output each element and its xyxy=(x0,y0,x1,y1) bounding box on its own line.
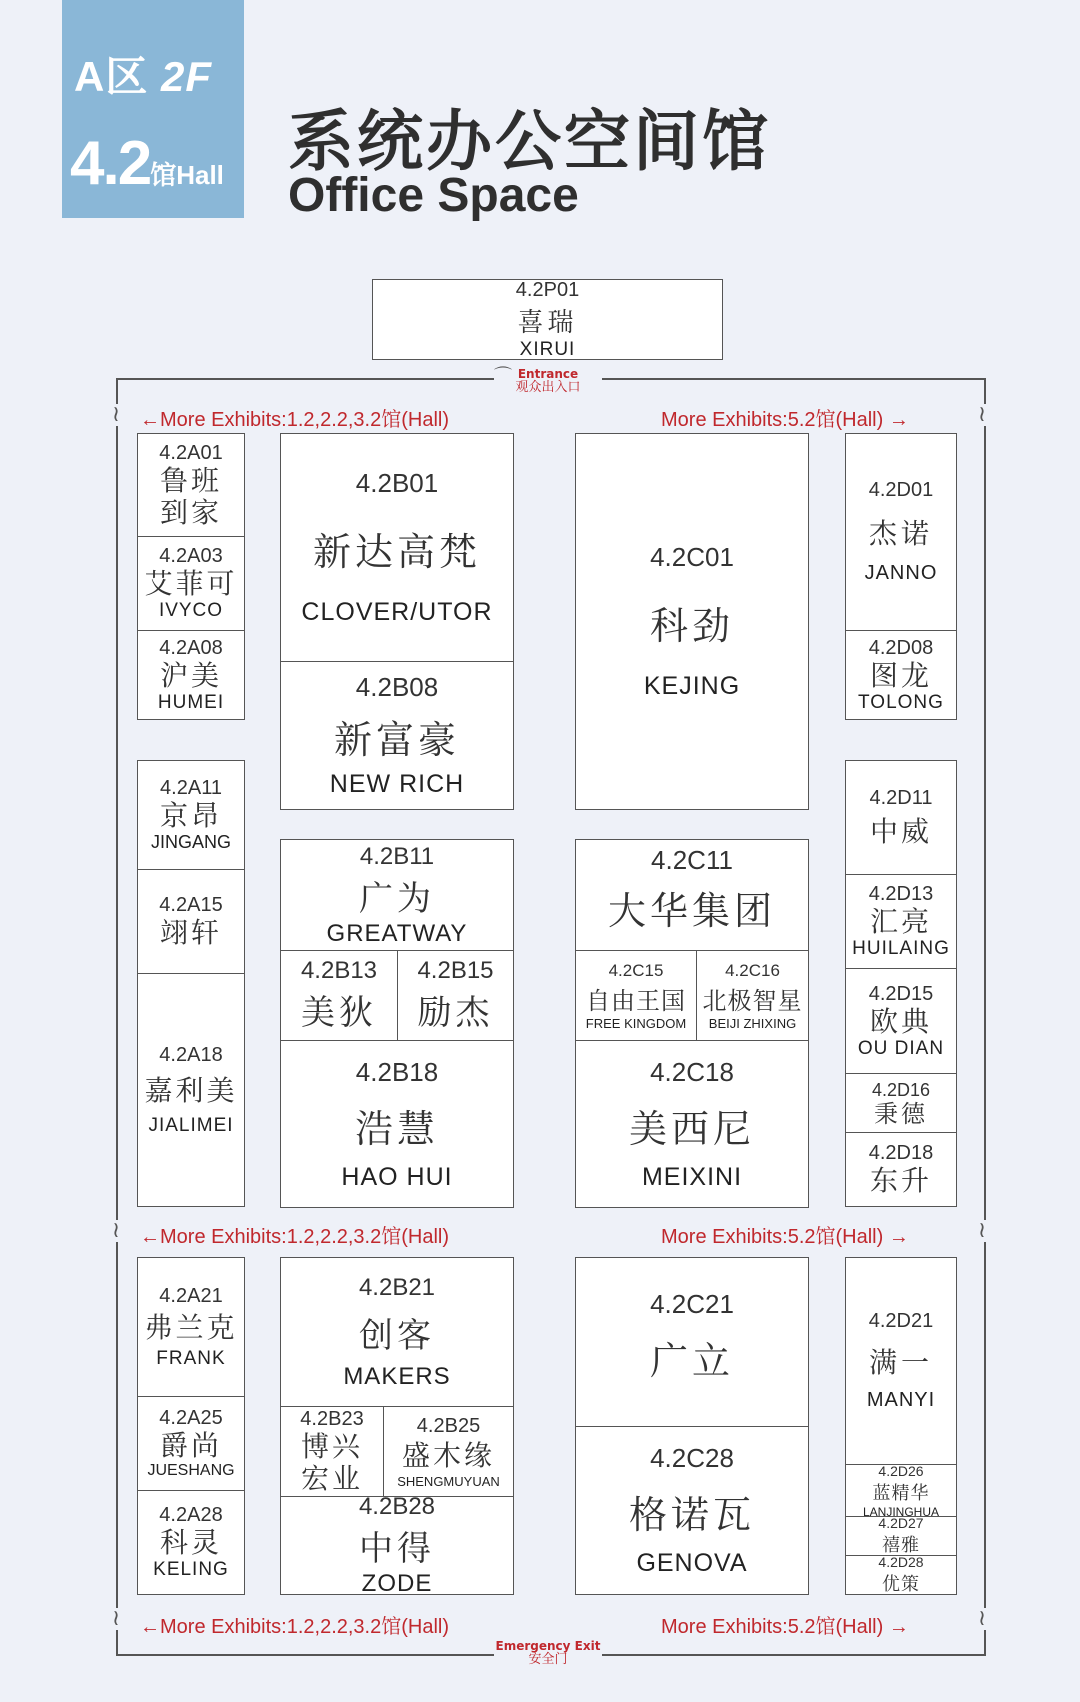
booth-name-cn: 自由王国 xyxy=(586,986,686,1015)
booth-name-en: TOLONG xyxy=(858,691,944,713)
booth-code: 4.2B08 xyxy=(355,672,439,702)
booth-4-2c16[interactable] xyxy=(696,950,809,1041)
wall-break-icon: ≀ xyxy=(108,1220,124,1242)
booth-name-en: FREE KINGDOM xyxy=(585,1015,687,1031)
page-title-cn: 系统办公空间馆 xyxy=(288,103,771,180)
booth-name-cn: 广为 xyxy=(359,878,435,919)
entrance-label-cn: 观众出入口 xyxy=(515,380,581,395)
booth-code: 4.2D27 xyxy=(878,1516,924,1531)
more-exhibits-left[interactable]: ←More Exhibits:1.2,2.2,3.2馆(Hall) xyxy=(140,409,450,431)
booth-code: 4.2A25 xyxy=(159,1407,223,1429)
page-title-en: Office Space xyxy=(288,169,579,222)
booth-name-en: MAKERS xyxy=(343,1362,451,1390)
booth-name-cn: 嘉利美 xyxy=(144,1073,238,1107)
booth-name-cn: 大华集团 xyxy=(607,889,776,933)
booth-code: 4.2B13 xyxy=(300,957,378,984)
booth-name-en: IVYCO xyxy=(158,600,224,621)
booth-code: 4.2P01 xyxy=(515,279,580,301)
booth-name-en: ZODE xyxy=(361,1570,433,1595)
booth-name-cn: 秉德 xyxy=(874,1099,928,1128)
booth-code: 4.2A01 xyxy=(159,441,223,464)
booth-code: 4.2D01 xyxy=(868,479,934,501)
booth-4-2d21[interactable] xyxy=(845,1257,957,1465)
booth-4-2a01[interactable] xyxy=(137,433,245,537)
booth-name-en: BEIJI ZHIXING xyxy=(708,1015,797,1031)
booth-name-cn: 美西尼 xyxy=(628,1106,755,1151)
booth-name-cn: 图龙 xyxy=(869,658,932,692)
booth-4-2b11[interactable] xyxy=(280,839,514,951)
booth-name-cn: 禧雅 xyxy=(882,1535,920,1556)
booth-name-en: JINGANG xyxy=(150,832,231,852)
booth-name-cn: 满一 xyxy=(868,1346,933,1379)
booth-name-cn: 科劲 xyxy=(649,604,734,648)
booth-name-en: JUESHANG xyxy=(147,1462,235,1479)
booth-4-2a21[interactable] xyxy=(137,1257,245,1397)
booth-name-en: MANYI xyxy=(866,1389,936,1411)
booth-4-2p01[interactable] xyxy=(372,279,723,360)
booth-name-cn: 杰诺 xyxy=(868,517,933,550)
door-bracket-icon: ⌒ xyxy=(494,366,512,387)
booth-code: 4.2B25 xyxy=(416,1414,481,1437)
booth-4-2d13[interactable] xyxy=(845,874,957,969)
wall-break-icon: ≀ xyxy=(108,1608,124,1630)
booth-code: 4.2B21 xyxy=(358,1273,436,1301)
booth-name-en: GREATWAY xyxy=(326,919,468,947)
booth-code: 4.2B15 xyxy=(417,957,494,984)
booth-name-en: LANJINGHUA xyxy=(862,1504,939,1517)
booth-code: 4.2D26 xyxy=(878,1464,924,1479)
booth-4-2b25[interactable] xyxy=(383,1406,514,1497)
booth-name-en: CLOVER/UTOR xyxy=(301,598,493,626)
booth-name-cn: 汇亮 xyxy=(869,905,932,938)
booth-code: 4.2C21 xyxy=(650,1289,734,1319)
booth-code: 4.2A15 xyxy=(159,894,223,916)
booth-code: 4.2A03 xyxy=(159,545,223,567)
booth-code: 4.2A28 xyxy=(159,1504,223,1526)
booth-code: 4.2A18 xyxy=(159,1043,223,1066)
booth-name-cn: 博兴 xyxy=(300,1430,363,1463)
booth-code: 4.2B28 xyxy=(358,1496,436,1520)
booth-4-2d26[interactable] xyxy=(845,1464,957,1517)
booth-4-2c11[interactable] xyxy=(575,839,809,951)
booth-4-2b01[interactable] xyxy=(280,433,514,662)
zone-label: A区 2F xyxy=(74,53,213,100)
booth-name-cn: 北极智星 xyxy=(702,986,803,1015)
booth-code: 4.2D13 xyxy=(868,883,934,905)
booth-4-2a18[interactable] xyxy=(137,973,245,1207)
booth-4-2b28[interactable] xyxy=(280,1496,514,1595)
booth-code: 4.2B18 xyxy=(355,1056,439,1087)
booth-name-en: HAO HUI xyxy=(341,1162,453,1191)
entrance-label-en: Entrance xyxy=(517,367,579,381)
booth-name-cn: 浩慧 xyxy=(354,1106,439,1151)
booth-4-2a15[interactable] xyxy=(137,869,245,974)
booth-name-cn: 弗兰克 xyxy=(144,1310,238,1344)
booth-name-cn: 美狄 xyxy=(301,993,377,1033)
booth-name-cn: 爵尚 xyxy=(159,1429,222,1462)
booth-name-en: XIRUI xyxy=(519,338,576,360)
more-exhibits-left[interactable]: ←More Exhibits:1.2,2.2,3.2馆(Hall) xyxy=(140,1616,450,1638)
booth-4-2c01[interactable] xyxy=(575,433,809,810)
more-exhibits-right[interactable]: More Exhibits:5.2馆(Hall) → xyxy=(661,1616,909,1638)
booth-name-en: HUMEI xyxy=(157,691,225,713)
booth-name-en: SHENGMUYUAN xyxy=(397,1473,500,1489)
booth-4-2d27[interactable] xyxy=(845,1516,957,1556)
booth-name-cn: 创客 xyxy=(359,1315,435,1356)
booth-name-cn: 新富豪 xyxy=(333,718,460,762)
booth-name-cn: 科灵 xyxy=(159,1526,222,1559)
booth-code: 4.2B23 xyxy=(300,1408,364,1430)
booth-name-cn: 艾菲可 xyxy=(144,567,238,600)
booth-4-2c21[interactable] xyxy=(575,1257,809,1427)
booth-4-2c15[interactable] xyxy=(575,950,697,1041)
booth-code: 4.2D21 xyxy=(868,1310,934,1332)
wall-break-icon: ≀ xyxy=(974,1220,990,1242)
booth-4-2d18[interactable] xyxy=(845,1132,957,1207)
booth-name-en: JIALIMEI xyxy=(148,1114,234,1136)
booth-4-2d15[interactable] xyxy=(845,968,957,1074)
booth-name-cn: 京昂 xyxy=(159,799,222,832)
wall-break-icon: ≀ xyxy=(974,404,990,426)
booth-code: 4.2A21 xyxy=(159,1284,223,1307)
booth-4-2a03[interactable] xyxy=(137,536,245,631)
booth-name-cn: 喜瑞 xyxy=(517,307,578,338)
booth-4-2b23[interactable] xyxy=(280,1406,384,1497)
booth-name-en: GENOVA xyxy=(636,1549,748,1577)
booth-name-cn: 翊轩 xyxy=(159,916,222,949)
booth-4-2d28[interactable] xyxy=(845,1555,957,1595)
booth-4-2a08[interactable] xyxy=(137,630,245,720)
booth-4-2b15[interactable] xyxy=(397,950,514,1041)
booth-4-2d08[interactable] xyxy=(845,630,957,720)
emergency-exit[interactable] xyxy=(494,1639,602,1667)
booth-name-en: KELING xyxy=(153,1559,229,1580)
booth-name-en: NEW RICH xyxy=(329,770,465,798)
booth-name-cn: 中威 xyxy=(869,815,932,848)
booth-name-cn: 新达高梵 xyxy=(312,530,481,574)
booth-4-2d11[interactable] xyxy=(845,760,957,875)
wall-break-icon: ≀ xyxy=(108,404,124,426)
booth-name-en: KEJING xyxy=(643,672,741,700)
booth-name-cn: 沪美 xyxy=(159,658,222,692)
booth-code: 4.2D11 xyxy=(869,787,933,809)
booth-name-cn: 励杰 xyxy=(417,993,494,1033)
booth-code: 4.2B01 xyxy=(355,468,439,498)
hall-number: 4.2馆Hall xyxy=(70,129,224,198)
booth-name-cn: 盛木缘 xyxy=(401,1438,495,1472)
more-exhibits-right[interactable]: More Exhibits:5.2馆(Hall) → xyxy=(661,409,909,431)
booth-code: 4.2C15 xyxy=(608,960,664,980)
booth-name-cn: 中得 xyxy=(359,1529,435,1569)
booth-name-cn: 优策 xyxy=(882,1574,920,1595)
booth-4-2a28[interactable] xyxy=(137,1490,245,1595)
exit-label-cn: 安全门 xyxy=(528,1652,568,1667)
booth-4-2c28[interactable] xyxy=(575,1426,809,1595)
booth-code: 4.2D28 xyxy=(878,1555,924,1570)
booth-4-2a25[interactable] xyxy=(137,1396,245,1491)
more-exhibits-right[interactable]: More Exhibits:5.2馆(Hall) → xyxy=(661,1226,909,1248)
booth-code: 4.2D08 xyxy=(868,636,934,659)
booth-code: 4.2C28 xyxy=(650,1443,734,1473)
booth-code: 4.2C11 xyxy=(651,845,733,875)
booth-code: 4.2C18 xyxy=(650,1056,734,1087)
booth-name-en: MEIXINI xyxy=(641,1162,743,1191)
booth-name-cn: 宏业 xyxy=(300,1462,363,1495)
booth-name-cn: 东升 xyxy=(869,1164,932,1197)
exit-label-en: Emergency Exit xyxy=(495,1639,601,1653)
more-exhibits-left[interactable]: ←More Exhibits:1.2,2.2,3.2馆(Hall) xyxy=(140,1226,450,1248)
booth-name-en: JANNO xyxy=(864,562,938,584)
booth-name-en: OU DIAN xyxy=(857,1037,945,1059)
booth-code: 4.2D15 xyxy=(868,982,934,1005)
booth-4-2a11[interactable] xyxy=(137,760,245,870)
booth-name-cn: 欧典 xyxy=(869,1004,932,1038)
booth-name-cn: 格诺瓦 xyxy=(628,1493,755,1537)
wall-break-icon: ≀ xyxy=(974,1608,990,1630)
booth-name-cn: 广立 xyxy=(649,1339,734,1383)
booth-name-cn: 蓝精华 xyxy=(872,1482,930,1504)
booth-4-2d01[interactable] xyxy=(845,433,957,631)
hall-badge xyxy=(62,0,244,218)
booth-4-2d16[interactable] xyxy=(845,1073,957,1133)
booth-code: 4.2D16 xyxy=(871,1079,931,1100)
booth-name-cn: 鲁班 xyxy=(159,463,222,497)
booth-code: 4.2C01 xyxy=(650,542,734,572)
booth-4-2c18[interactable] xyxy=(575,1040,809,1208)
booth-code: 4.2D18 xyxy=(868,1142,934,1164)
booth-code: 4.2A11 xyxy=(160,777,222,799)
booth-name-en: HUILAING xyxy=(852,938,950,959)
booth-code: 4.2C16 xyxy=(725,960,780,980)
booth-4-2b13[interactable] xyxy=(280,950,398,1041)
booth-4-2b18[interactable] xyxy=(280,1040,514,1208)
booth-4-2b21[interactable] xyxy=(280,1257,514,1407)
booth-code: 4.2A08 xyxy=(159,636,223,659)
entrance[interactable] xyxy=(494,366,602,395)
booth-code: 4.2B11 xyxy=(359,842,435,870)
booth-name-cn: 到家 xyxy=(159,495,222,529)
booth-name-en: FRANK xyxy=(156,1347,226,1369)
booth-4-2b08[interactable] xyxy=(280,661,514,810)
